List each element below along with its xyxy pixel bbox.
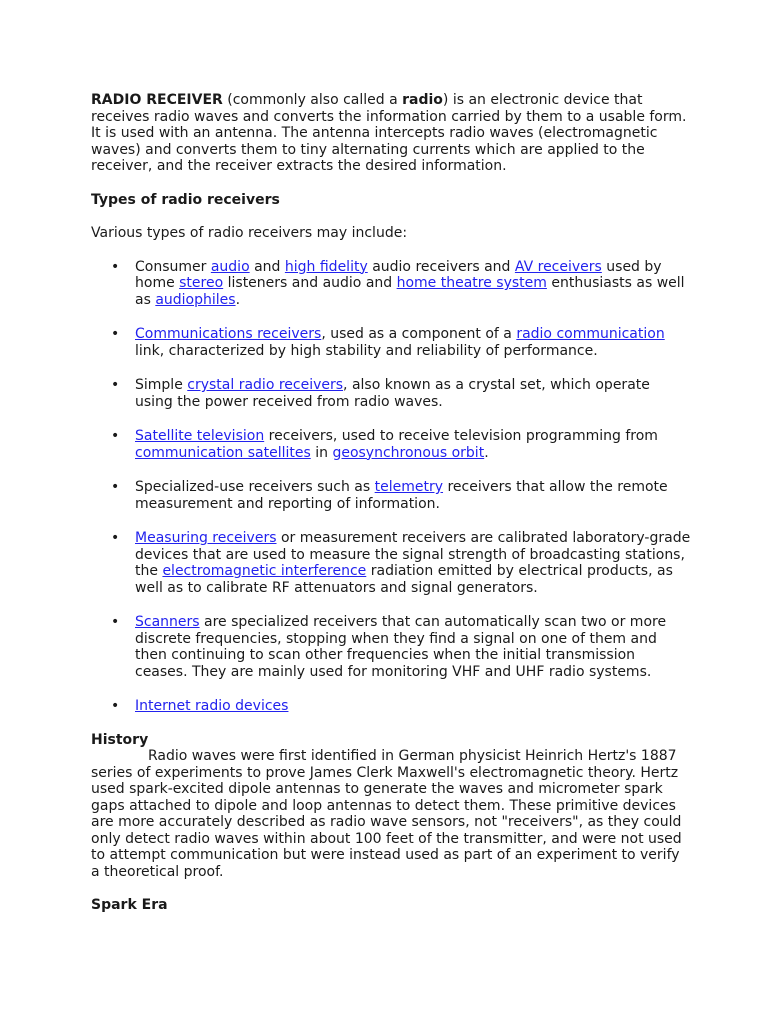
- link-communication-satellites[interactable]: communication satellites: [135, 444, 311, 461]
- bullet-icon: •: [111, 479, 120, 495]
- link-telemetry[interactable]: telemetry: [374, 479, 444, 495]
- intro-radio-term: radio: [402, 92, 443, 108]
- bullet-icon: •: [111, 530, 120, 546]
- list-item: • Specialized-use receivers such as telemetry receivers that allow the remote measurement and reporting of information.: [111, 479, 668, 512]
- receiver-types-list: [91, 259, 691, 715]
- bullet-icon: •: [111, 614, 120, 630]
- link-geosynchronous-orbit[interactable]: geosynchronous orbit: [332, 444, 485, 461]
- list-item: • Consumer audio and high fidelity audio receivers and AV receivers used by home stereo listeners and audio and home theatre system enthusiasts as well as audiophiles.: [111, 258, 685, 308]
- link-internet-radio-devices[interactable]: Internet radio devices: [135, 698, 289, 714]
- list-item: • Scanners are specialized receivers that can automatically scan two or more discrete frequencies, stopping when they find a signal on one of them and then continuing to scan other frequencies when the initial transmission ceases. They are mainly used for monitoring VHF and UHF radio systems.: [111, 614, 667, 680]
- link-high-fidelity[interactable]: high fidelity: [284, 258, 368, 275]
- types-heading: Types of radio receivers: [91, 191, 280, 208]
- link-measuring-receivers[interactable]: Measuring receivers: [135, 530, 277, 546]
- link-stereo[interactable]: stereo: [179, 275, 224, 291]
- bullet-icon: •: [111, 698, 120, 714]
- list-item: • Measuring receivers or measurement receivers are calibrated laboratory-grade devices that are used to measure the signal strength of broadcasting stations, the electromagnetic interference radiation emitted by electrical products, as well as to calibrate RF attenuators and signal generators.: [111, 530, 691, 596]
- document-body: [91, 92, 691, 914]
- history-paragraph: Radio waves were first identified in German physicist Heinrich Hertz's 1887 series of experiments to prove James Clerk Maxwell's electromagnetic theory. Hertz used spark-excited dipole antennas to generate the waves and micrometer spark gaps attached to dipole and loop antennas to detect them. These primitive devices are more accurately described as radio wave sensors, not "receivers", as they could only detect radio waves within about 100 feet of the transmitter, and were not used to attempt communication but were instead used as part of an experiment to verify a theoretical proof.: [91, 748, 682, 880]
- bullet-icon: •: [111, 258, 120, 275]
- bullet-icon: •: [111, 377, 120, 393]
- list-item: • Communications receivers, used as a component of a radio communication link, characterized by high stability and reliability of performance.: [111, 326, 665, 359]
- link-home-theatre-system[interactable]: home theatre system: [396, 275, 547, 291]
- link-communications-receivers[interactable]: Communications receivers: [135, 326, 322, 342]
- link-scanners[interactable]: Scanners: [135, 614, 200, 630]
- history-heading: History: [91, 731, 149, 748]
- link-radio-communication[interactable]: radio communication: [516, 326, 665, 342]
- list-item: • Satellite television receivers, used to receive television programming from communication satellites in geosynchronous orbit.: [111, 428, 658, 461]
- link-crystal-radio-receivers[interactable]: crystal radio receivers: [187, 377, 344, 393]
- link-satellite-television[interactable]: Satellite television: [135, 428, 265, 444]
- types-lead: Various types of radio receivers may include:: [91, 225, 408, 241]
- spark-era-heading: Spark Era: [91, 897, 168, 913]
- link-audio[interactable]: audio: [210, 258, 250, 275]
- link-audiophiles[interactable]: audiophiles: [155, 291, 236, 308]
- list-item: • Simple crystal radio receivers, also known as a crystal set, which operate using the power received from radio waves.: [111, 377, 650, 410]
- bullet-icon: •: [111, 428, 120, 444]
- list-item: [91, 698, 691, 715]
- link-av-receivers[interactable]: AV receivers: [514, 258, 602, 275]
- link-electromagnetic-interference[interactable]: electromagnetic interference: [162, 563, 367, 579]
- intro-paragraph: RADIO RECEIVER (commonly also called a radio) is an electronic device that receives radio waves and converts the information carried by them to a usable form. It is used with an antenna. The antenna intercepts radio waves (electromagnetic waves) and converts them to tiny alternating currents which are applied to the receiver, and the receiver extracts the desired information.: [91, 92, 687, 174]
- intro-term: RADIO RECEIVER: [91, 92, 223, 108]
- bullet-icon: •: [111, 326, 120, 342]
